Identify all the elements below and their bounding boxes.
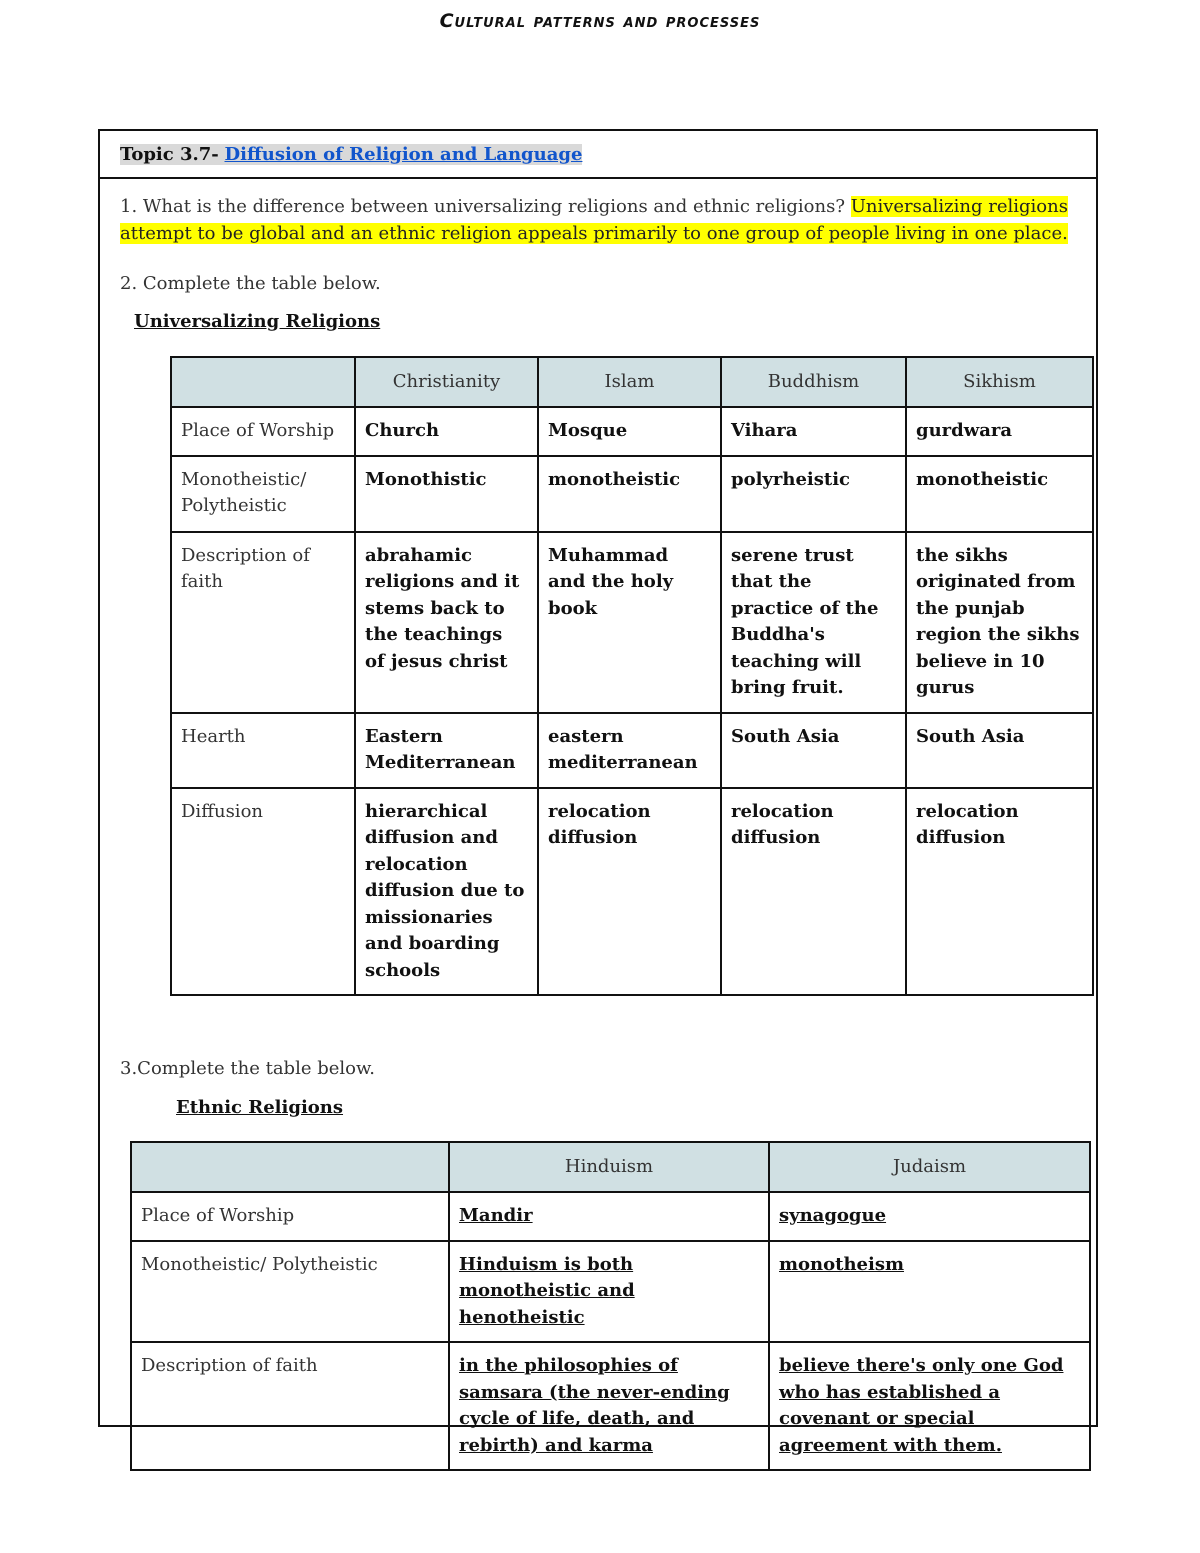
question-2-prompt: 2. Complete the table below. (120, 273, 381, 294)
topic-row (100, 131, 1096, 179)
ethnic-table-title: Ethnic Religions (176, 1097, 344, 1118)
row-label-place-of-worship: Place of Worship (171, 407, 355, 456)
table-cell: hierarchical diffusion and relocation diffusion due to missionaries and boarding schools (355, 788, 538, 996)
page-header-title: Cultural patterns and processes (439, 10, 761, 32)
table-cell: Vihara (721, 407, 906, 456)
topic-link[interactable]: Diffusion of Religion and Language (224, 144, 583, 165)
table-cell: believe there's only one God who has established a covenant or special agreement with them. (769, 1342, 1090, 1470)
table-cell: monotheism (769, 1241, 1090, 1343)
table-row (171, 456, 1093, 532)
table-cell: in the philosophies of samsara (the never-ending cycle of life, death, and rebirth) and karma (449, 1342, 769, 1470)
header-cell-blank (171, 357, 355, 407)
table-cell: relocation diffusion (906, 788, 1093, 996)
row-label-monotheistic-polytheistic: Monotheistic/ Polytheistic (171, 456, 355, 532)
table-row (131, 1192, 1090, 1241)
table-cell: monotheistic (906, 456, 1093, 532)
table-cell: Hinduism is both monotheistic and henotheistic (449, 1241, 769, 1343)
topic-label: Topic 3.7- (120, 144, 219, 165)
table-cell: relocation diffusion (721, 788, 906, 996)
table-cell: Muhammad and the holy book (538, 532, 721, 713)
table-cell: the sikhs originated from the punjab region the sikhs believe in 10 gurus (906, 532, 1093, 713)
header-cell-christianity: Christianity (355, 357, 538, 407)
table-cell: synagogue (769, 1192, 1090, 1241)
question-1-answer: Universalizing religions attempt to be global and an ethnic religion appeals primarily to one group of people living in one place. (120, 196, 1068, 244)
question-1 (120, 193, 1095, 247)
table-cell: Mosque (538, 407, 721, 456)
question-1-text: 1. What is the difference between universalizing religions and ethnic religions? (120, 196, 845, 217)
table-row (171, 532, 1093, 713)
row-label-description-of-faith: Description of faith (131, 1342, 449, 1470)
table-row (131, 1241, 1090, 1343)
table-cell: Mandir (449, 1192, 769, 1241)
table-cell: abrahamic religions and it stems back to the teachings of jesus christ (355, 532, 538, 713)
header-cell-sikhism: Sikhism (906, 357, 1093, 407)
topic-highlight (120, 144, 582, 165)
table-cell: Church (355, 407, 538, 456)
table-row (171, 713, 1093, 788)
row-label-hearth: Hearth (171, 713, 355, 788)
header-cell-judaism: Judaism (769, 1142, 1090, 1192)
table-row (171, 407, 1093, 456)
table-cell: South Asia (721, 713, 906, 788)
table-cell: monotheistic (538, 456, 721, 532)
universal-table-title: Universalizing Religions (134, 311, 381, 332)
universalizing-religions-table (170, 356, 1094, 996)
table-cell: relocation diffusion (538, 788, 721, 996)
header-cell-blank (131, 1142, 449, 1192)
row-label-place-of-worship: Place of Worship (131, 1192, 449, 1241)
table-header-row (131, 1142, 1090, 1192)
header-cell-hinduism: Hinduism (449, 1142, 769, 1192)
table-cell: polyrheistic (721, 456, 906, 532)
row-label-diffusion: Diffusion (171, 788, 355, 996)
table-cell: South Asia (906, 713, 1093, 788)
row-label-description-of-faith: Description of faith (171, 532, 355, 713)
table-cell: Monothistic (355, 456, 538, 532)
worksheet-box (98, 129, 1098, 1456)
table-cell: gurdwara (906, 407, 1093, 456)
table-row (131, 1342, 1090, 1470)
table-header-row (171, 357, 1093, 407)
header-cell-buddhism: Buddhism (721, 357, 906, 407)
row-label-monotheistic-polytheistic: Monotheistic/ Polytheistic (131, 1241, 449, 1343)
table-cell: eastern mediterranean (538, 713, 721, 788)
ethnic-religions-table (130, 1141, 1091, 1471)
question-3-prompt: 3.Complete the table below. (120, 1058, 375, 1079)
table-cell: serene trust that the practice of the Buddha's teaching will bring fruit. (721, 532, 906, 713)
table-row (171, 788, 1093, 996)
table-cell: Eastern Mediterranean (355, 713, 538, 788)
header-cell-islam: Islam (538, 357, 721, 407)
